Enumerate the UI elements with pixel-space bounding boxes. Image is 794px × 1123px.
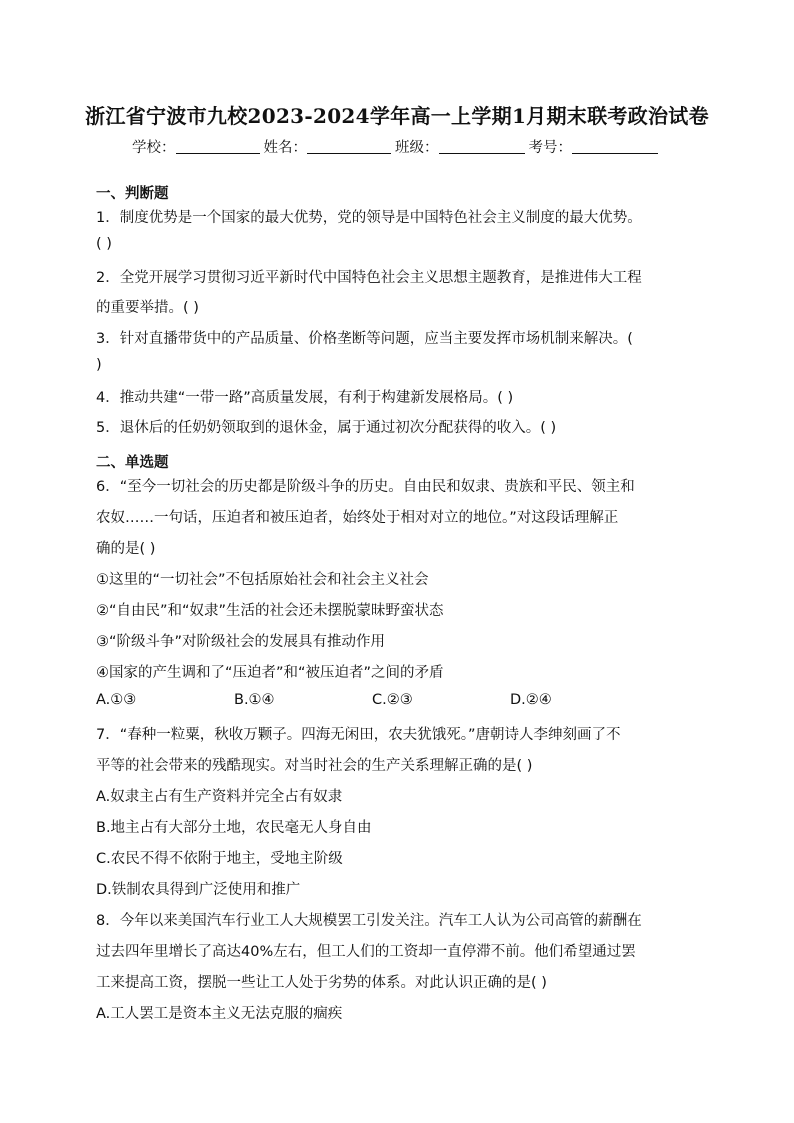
q5-line: 5．退休后的任奶奶领取到的退休金，属于通过初次分配获得的收入。( ) — [96, 420, 557, 436]
q7-line1: 7．“春种一粒粟，秋收万颗子。四海无闲田，农夫犹饿死。”唐朝诗人李绅刻画了不 — [96, 727, 621, 743]
q8-line2: 过去四年里增长了高达40%左右，但工人们的工资却一直停滞不前。他们希望通过罢 — [96, 944, 636, 960]
number-blank[interactable] — [572, 139, 658, 154]
section-single-heading: 二、单选题 — [96, 455, 169, 471]
q6-option-c[interactable]: C.②③ — [372, 692, 413, 708]
exam-title: 浙江省宁波市九校2023-2024学年高一上学期1月期末联考政治试卷 — [85, 104, 709, 128]
q6-option-b[interactable]: B.①④ — [234, 692, 275, 708]
q6-statement-3: ③“阶级斗争”对阶级社会的发展具有推动作用 — [96, 634, 386, 650]
q7-line2: 平等的社会带来的残酷现实。对当时社会的生产关系理解正确的是( ) — [96, 758, 533, 774]
q1-line1: 1．制度优势是一个国家的最大优势，党的领导是中国特色社会主义制度的最大优势。 — [96, 210, 642, 226]
q6-option-a[interactable]: A.①③ — [96, 692, 137, 708]
section-judge-heading: 一、判断题 — [96, 186, 169, 202]
q7-option-a[interactable]: A.奴隶主占有生产资料并完全占有奴隶 — [96, 789, 343, 805]
school-label: 学校： — [132, 140, 176, 156]
name-blank[interactable] — [307, 139, 391, 154]
q6-option-d[interactable]: D.②④ — [510, 692, 552, 708]
class-label: 班级： — [395, 140, 439, 156]
q6-line3: 确的是( ) — [96, 541, 156, 557]
name-label: 姓名： — [263, 140, 307, 156]
q1-line2: ( ) — [96, 236, 112, 252]
student-info-line — [0, 136, 794, 157]
q8-line1: 8．今年以来美国汽车行业工人大规模罢工引发关注。汽车工人认为公司高管的薪酬在 — [96, 913, 642, 929]
school-blank[interactable] — [176, 139, 260, 154]
q3-line2: ) — [96, 357, 102, 373]
q2-line2: 的重要举措。( ) — [96, 300, 199, 316]
class-blank[interactable] — [439, 139, 525, 154]
q3-line1: 3．针对直播带货中的产品质量、价格垄断等问题，应当主要发挥市场机制来解决。( — [96, 331, 633, 347]
q6-statement-4: ④国家的产生调和了“压迫者”和“被压迫者”之间的矛盾 — [96, 665, 444, 681]
q7-option-d[interactable]: D.铁制农具得到广泛使用和推广 — [96, 882, 301, 898]
number-label: 考号： — [528, 140, 572, 156]
q4-line: 4．推动共建“一带一路”高质量发展，有利于构建新发展格局。( ) — [96, 390, 514, 406]
q2-line1: 2．全党开展学习贯彻习近平新时代中国特色社会主义思想主题教育，是推进伟大工程 — [96, 270, 642, 286]
q8-option-a[interactable]: A.工人罢工是资本主义无法克服的痼疾 — [96, 1006, 343, 1022]
q7-option-b[interactable]: B.地主占有大部分土地，农民毫无人身自由 — [96, 820, 372, 836]
q7-option-c[interactable]: C.农民不得不依附于地主，受地主阶级 — [96, 851, 343, 867]
q6-statement-2: ②“自由民”和“奴隶”生活的社会还未摆脱蒙昧野蛮状态 — [96, 603, 444, 619]
q6-line2: 农奴……一句话，压迫者和被压迫者，始终处于相对对立的地位。”对这段话理解正 — [96, 510, 619, 526]
q6-line1: 6．“至今一切社会的历史都是阶级斗争的历史。自由民和奴隶、贵族和平民、领主和 — [96, 479, 635, 495]
q8-line3: 工来提高工资，摆脱一些让工人处于劣势的体系。对此认识正确的是( ) — [96, 975, 547, 991]
q6-statement-1: ①这里的“一切社会”不包括原始社会和社会主义社会 — [96, 572, 429, 588]
